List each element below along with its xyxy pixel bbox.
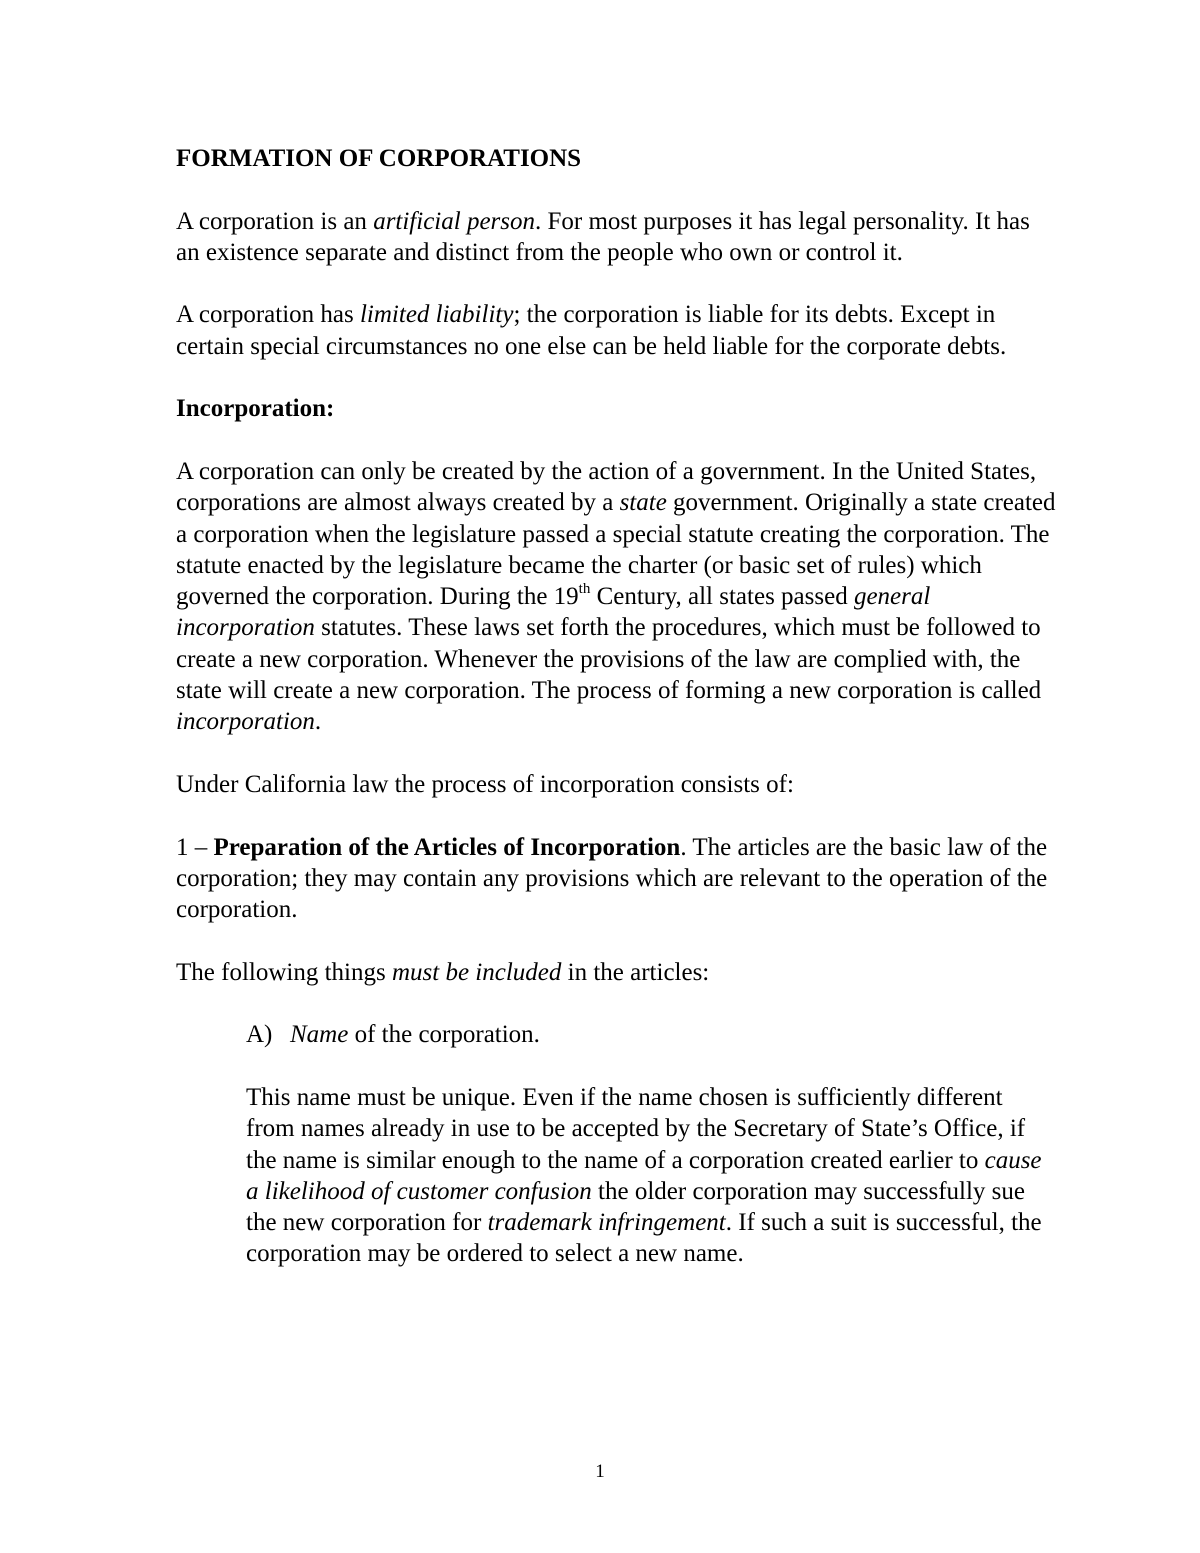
text-run: A corporation is an — [176, 207, 374, 235]
page-number: 1 — [595, 1461, 605, 1482]
text-run: the older corporation may successfully sue the new corporation for — [246, 1177, 1025, 1237]
paragraph-name-uniqueness — [176, 1082, 1056, 1270]
text-run: ; the corporation is liable for its debts. Except in certain special circumstances no one else can be held liable for the corporate debts. — [176, 301, 1007, 360]
document-title: FORMATION OF CORPORATIONS — [176, 145, 582, 172]
italic-term: state — [619, 489, 667, 517]
italic-term: incorporation — [176, 708, 315, 736]
italic-term: Name — [290, 1021, 349, 1049]
italic-term: artificial person — [373, 207, 535, 235]
bold-term: Preparation of the Articles of Incorporation — [213, 833, 681, 861]
italic-term: general incorporation — [176, 583, 931, 642]
document-body — [176, 143, 1056, 1301]
paragraph-incorporation-history — [176, 456, 1056, 738]
text-run: A corporation can only be created by the action of a government. In the United States, corporations are almost always created by a — [176, 457, 1037, 517]
text-run: Century, all states passed — [590, 583, 854, 611]
text-run: . For most purposes it has legal personality. It has an existence separate and distinct from the people who own or control it. — [176, 207, 1030, 266]
text-run: government. Originally a state created a corporation when the legislature passed a special statute creating the corporation. The statute enacted by the legislature became the charter (or basic set of rules) which governed the corporation. During the 19 — [176, 489, 1056, 611]
italic-term: trademark infringement — [487, 1209, 726, 1237]
list-item-name — [176, 1019, 1056, 1050]
italic-term: limited liability — [359, 301, 514, 329]
text-run: in the articles: — [561, 958, 710, 986]
italic-term: must be included — [391, 958, 562, 986]
paragraph-articles-preparation — [176, 832, 1056, 926]
text-run: . If such a suit is successful, the corporation may be ordered to select a new name. — [246, 1209, 1042, 1268]
text-run: of the corporation. — [348, 1021, 540, 1049]
paragraph-california-law: Under California law the process of incorporation consists of: — [176, 770, 794, 798]
text-run: The following things — [176, 958, 392, 986]
text-run: . — [314, 708, 322, 736]
paragraph-must-be-included — [176, 957, 1056, 988]
paragraph-artificial-person — [176, 206, 1056, 269]
list-item-label: A) — [246, 1021, 273, 1049]
text-run: . The articles are the basic law of the corporation; they may contain any provisions which are relevant to the operation of the corporation. — [176, 833, 1048, 924]
italic-term: cause a likelihood of customer confusion — [246, 1146, 1042, 1205]
text-run: statutes. These laws set forth the procedures, which must be followed to create a new corporation. Whenever the provisions of the law are complied with, the state will create a new corporation. The process of forming a new corporation is called — [176, 614, 1042, 705]
text-run: This name must be unique. Even if the name chosen is sufficiently different from names already in use to be accepted by the Secretary of State’s Office, if the name is similar enough to the name of a corporation created earlier to — [246, 1083, 1026, 1174]
text-run: A corporation has — [176, 301, 360, 329]
paragraph-limited-liability — [176, 299, 1056, 362]
superscript: th — [578, 580, 591, 597]
section-heading-incorporation: Incorporation: — [176, 395, 335, 423]
list-number: 1 – — [176, 833, 214, 861]
